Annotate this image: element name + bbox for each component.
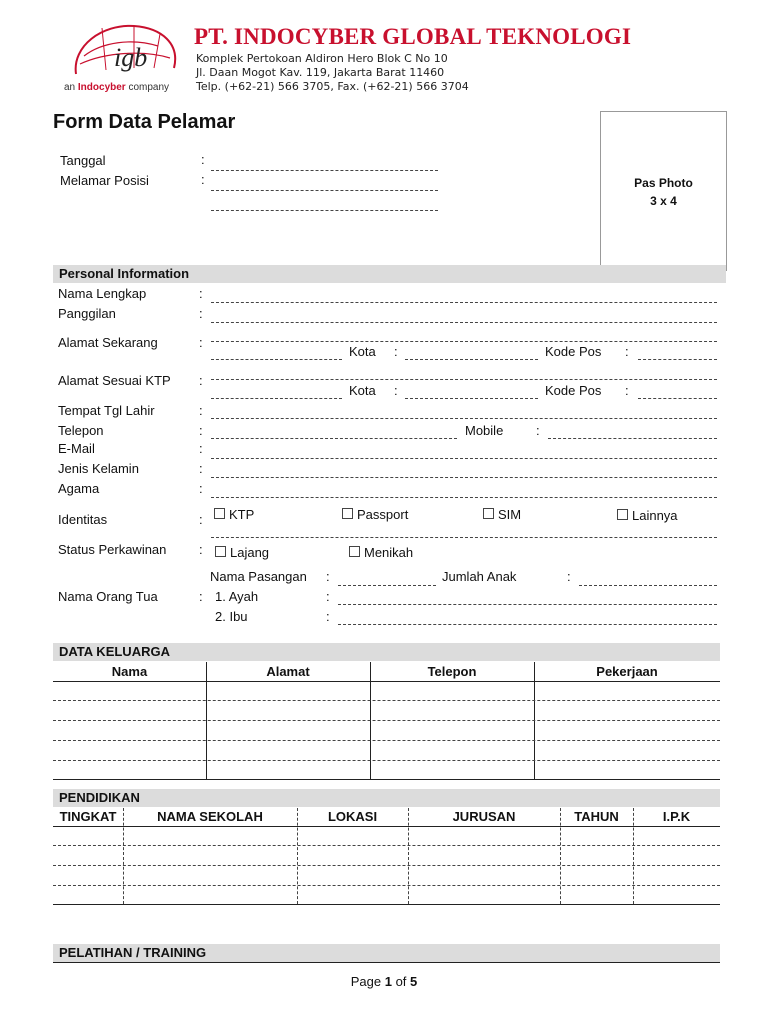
colon: : [326, 609, 330, 624]
colon: : [567, 569, 571, 584]
tanggal-field[interactable] [211, 170, 438, 171]
col-jurusan: JURUSAN [452, 809, 516, 824]
nama-lengkap-field[interactable] [211, 302, 717, 303]
ibu-field[interactable] [338, 624, 717, 625]
company-name: PT. INDOCYBER GLOBAL TEKNOLOGI [194, 24, 632, 49]
col-nama: Nama [111, 664, 148, 679]
posisi-field[interactable] [211, 190, 438, 191]
colon: : [199, 481, 203, 496]
mobile-field[interactable] [548, 438, 717, 439]
jumlah-anak-label: Jumlah Anak [442, 569, 517, 584]
kode-pos-label: Kode Pos [545, 344, 602, 359]
status-perkawinan-label: Status Perkawinan [58, 542, 167, 557]
checkbox-passport[interactable]: Passport [342, 507, 408, 522]
colon: : [201, 172, 205, 187]
identitas-label: Identitas [58, 512, 108, 527]
alamat-sekarang-label: Alamat Sekarang [58, 335, 158, 350]
table-rule [53, 826, 720, 827]
kota-field[interactable] [405, 359, 538, 360]
checkbox-icon [342, 508, 353, 519]
address-line-3: Telp. (+62-21) 566 3705, Fax. (+62-21) 566 3704 [196, 80, 469, 93]
checkbox-icon [483, 508, 494, 519]
checkbox-icon [349, 546, 360, 557]
checkbox-lajang[interactable]: Lajang [215, 545, 269, 560]
email-field[interactable] [211, 458, 717, 459]
checkbox-icon [214, 508, 225, 519]
col-ipk: I.P.K [662, 809, 691, 824]
table-row[interactable] [53, 845, 720, 846]
col-pekerjaan: Pekerjaan [596, 664, 658, 679]
tempat-tgl-lahir-label: Tempat Tgl Lahir [58, 403, 155, 418]
colon: : [199, 461, 203, 476]
ayah-label: 1. Ayah [215, 589, 259, 604]
colon: : [536, 423, 540, 438]
colon: : [199, 441, 203, 456]
table-rule [53, 681, 720, 682]
checkbox-menikah[interactable]: Menikah [349, 545, 413, 560]
posisi-label: Melamar Posisi [60, 173, 149, 188]
table-rule [53, 962, 720, 963]
table-row[interactable] [53, 740, 720, 741]
colon: : [199, 286, 203, 301]
section-pendidikan: PENDIDIKAN [53, 789, 720, 807]
col-tahun: TAHUN [574, 809, 619, 824]
nama-orang-tua-label: Nama Orang Tua [58, 589, 158, 604]
kode-pos-ktp-label: Kode Pos [545, 383, 602, 398]
table-divider [297, 808, 298, 904]
table-divider [633, 808, 634, 904]
nama-pasangan-field[interactable] [338, 585, 436, 586]
mobile-label: Mobile [465, 423, 504, 438]
photo-size: 3 x 4 [650, 194, 677, 208]
colon: : [199, 512, 203, 527]
alamat-ktp-field[interactable] [211, 379, 717, 380]
page-number: Page 1 of 5 [350, 974, 418, 989]
nama-pasangan-label: Nama Pasangan [210, 569, 307, 584]
ayah-field[interactable] [338, 604, 717, 605]
kota-ktp-label: Kota [349, 383, 376, 398]
colon: : [199, 423, 203, 438]
colon: : [199, 403, 203, 418]
table-row[interactable] [53, 700, 720, 701]
photo-label: Pas Photo [634, 176, 693, 190]
identitas-field[interactable] [211, 537, 717, 538]
panggilan-field[interactable] [211, 322, 717, 323]
alamat-ktp-label: Alamat Sesuai KTP [58, 373, 171, 388]
table-divider [560, 808, 561, 904]
table-row[interactable] [53, 760, 720, 761]
kota-label: Kota [349, 344, 376, 359]
tempat-tgl-lahir-field[interactable] [211, 418, 717, 419]
form-title: Form Data Pelamar [53, 111, 236, 133]
photo-box[interactable] [600, 111, 727, 271]
logo-wordmark: igb [114, 43, 148, 72]
tanggal-label: Tanggal [60, 153, 106, 168]
table-divider [534, 662, 535, 780]
col-lokasi: LOKASI [327, 809, 378, 824]
table-rule [53, 904, 720, 905]
section-personal-information: Personal Information [53, 265, 726, 283]
table-row[interactable] [53, 885, 720, 886]
agama-label: Agama [58, 481, 100, 496]
table-row[interactable] [53, 720, 720, 721]
table-divider [370, 662, 371, 780]
address-line-2: Jl. Daan Mogot Kav. 119, Jakarta Barat 11460 [196, 66, 445, 79]
col-alamat: Alamat [266, 664, 310, 679]
checkbox-icon [617, 509, 628, 520]
colon: : [199, 335, 203, 350]
panggilan-label: Panggilan [58, 306, 116, 321]
table-rule [53, 779, 720, 780]
kode-pos-ktp-field[interactable] [638, 398, 717, 399]
colon: : [394, 344, 398, 359]
colon: : [199, 306, 203, 321]
checkbox-icon [215, 546, 226, 557]
alamat-sekarang-field[interactable] [211, 341, 717, 342]
ibu-label: 2. Ibu [215, 609, 248, 624]
posisi-field-2[interactable] [211, 210, 438, 211]
table-row[interactable] [53, 865, 720, 866]
jumlah-anak-field[interactable] [579, 585, 717, 586]
colon: : [394, 383, 398, 398]
col-nama-sekolah: NAMA SEKOLAH [157, 809, 263, 824]
colon: : [326, 589, 330, 604]
jenis-kelamin-field[interactable] [211, 477, 717, 478]
colon: : [625, 383, 629, 398]
colon: : [625, 344, 629, 359]
telepon-field[interactable] [211, 438, 457, 439]
logo-tagline: an Indocyber company [64, 82, 170, 93]
jenis-kelamin-label: Jenis Kelamin [58, 461, 139, 476]
colon: : [199, 589, 203, 604]
col-tingkat: TINGKAT [59, 809, 117, 824]
section-pelatihan: PELATIHAN / TRAINING [53, 944, 720, 962]
colon: : [199, 542, 203, 557]
table-divider [123, 808, 124, 904]
agama-field[interactable] [211, 497, 717, 498]
checkbox-sim[interactable]: SIM [483, 507, 521, 522]
address-line-1: Komplek Pertokoan Aldiron Hero Blok C No 10 [196, 52, 448, 65]
table-divider [206, 662, 207, 780]
checkbox-lainnya[interactable]: Lainnya [617, 508, 678, 523]
colon: : [326, 569, 330, 584]
kode-pos-field[interactable] [638, 359, 717, 360]
colon: : [199, 373, 203, 388]
alamat-ktp-field-2[interactable] [211, 398, 342, 399]
alamat-sekarang-field-2[interactable] [211, 359, 342, 360]
email-label: E-Mail [58, 441, 95, 456]
checkbox-ktp[interactable]: KTP [214, 507, 254, 522]
col-telepon: Telepon [427, 664, 477, 679]
section-data-keluarga: DATA KELUARGA [53, 643, 720, 661]
kota-ktp-field[interactable] [405, 398, 538, 399]
table-divider [408, 808, 409, 904]
nama-lengkap-label: Nama Lengkap [58, 286, 147, 301]
colon: : [201, 152, 205, 167]
telepon-label: Telepon [58, 423, 104, 438]
